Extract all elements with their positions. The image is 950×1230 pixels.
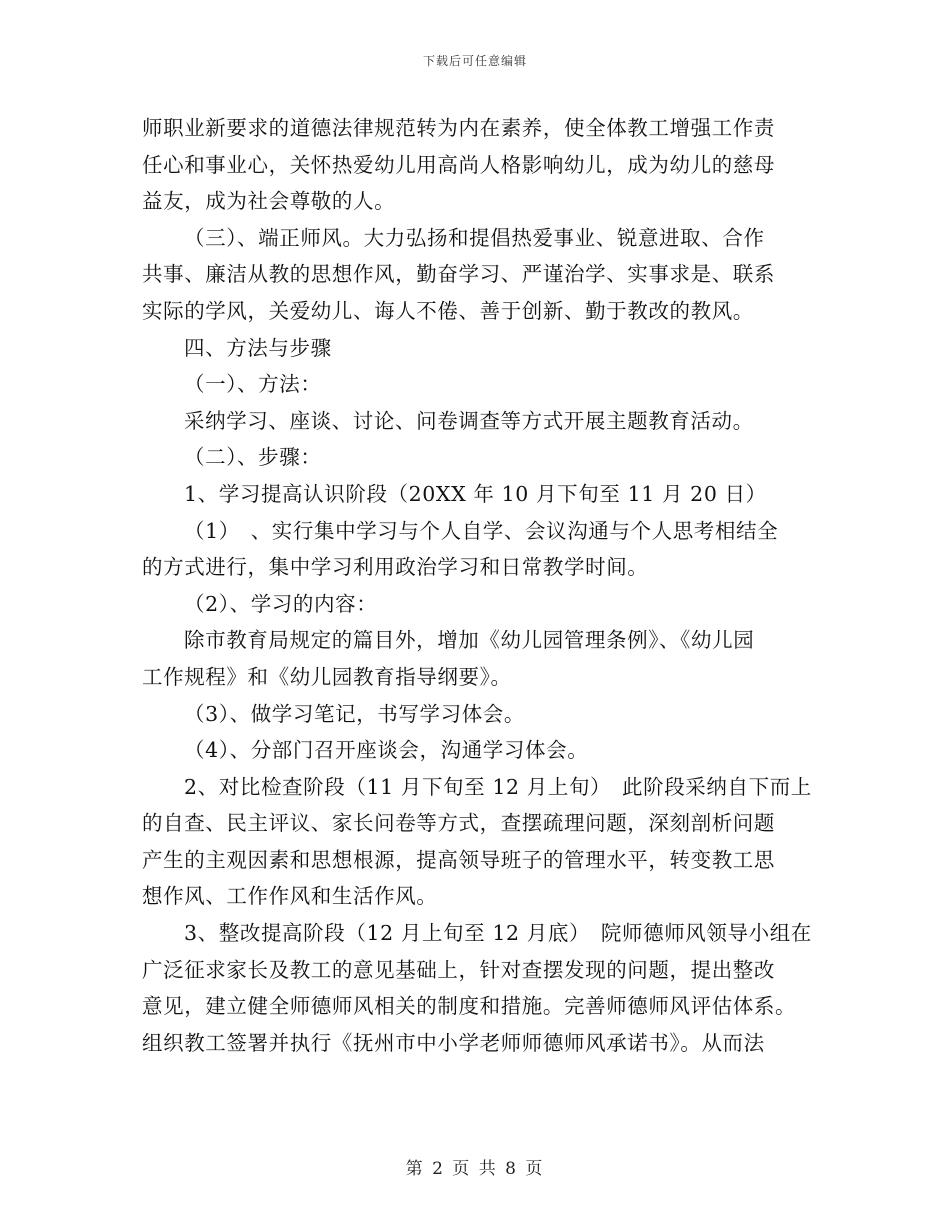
text-line: 共事、廉洁从教的思想作风，勤奋学习、严谨治学、实事求是、联系 (142, 262, 775, 287)
text-line: 师职业新要求的道德法律规范转为内在素养，使全体教工增强工作责 (142, 116, 775, 140)
text-line: 3、整改提高阶段（12 月上旬至 12 月底） 院师德师风领导小组在 (184, 921, 812, 946)
text-line: 2、对比检查阶段（11 月下旬至 12 月上旬） 此阶段采纳自下而上 (184, 774, 812, 799)
document-body (142, 110, 814, 1061)
page-header: 下载后可任意编辑 (422, 54, 527, 68)
text-line: 的方式进行，集中学习利用政治学习和日常教学时间。 (142, 555, 649, 580)
text-line: （1） 、实行集中学习与个人自学、会议沟通与个人思考相结全 (184, 518, 779, 543)
text-line: 广泛征求家长及教工的意见基础上，针对查摆发现的问题，提出整改 (142, 957, 775, 982)
text-line: 意见，建立健全师德师风相关的制度和措施。完善师德师风评估体系。 (142, 994, 797, 1019)
text-line: 采纳学习、座谈、讨论、问卷调查等方式开展主题教育活动。 (184, 408, 754, 433)
text-line: 除市教育局规定的篇目外，增加《幼儿园管理条例》、《幼儿园 (184, 628, 755, 653)
page-footer: 第 2 页 共 8 页 (405, 1159, 545, 1179)
text-line: 的自查、民主评议、家长问卷等方式，查摆疏理问题，深刻剖析问题 (142, 811, 775, 836)
text-line: 1、学习提高认识阶段（20XX 年 10 月下旬至 11 月 20 日） (184, 481, 767, 506)
text-line: （4）、分部门召开座谈会，沟通学习体会。 (184, 738, 589, 763)
subsection-heading: （一）、方法： (184, 372, 322, 397)
text-line: 实际的学风，关爱幼儿、诲人不倦、善于创新、勤于教改的教风。 (142, 298, 754, 323)
text-line: 产生的主观因素和思想根源，提高领导班子的管理水平，转变教工思 (142, 847, 775, 872)
text-line: 想作风、工作作风和生活作风。 (142, 884, 438, 909)
section-heading: 四、方法与步骤 (184, 335, 332, 360)
subsection-heading: （二）、步骤： (184, 445, 322, 470)
text-line: （3）、做学习笔记，书写学习体会。 (184, 701, 525, 726)
text-line: （2）、学习的内容： (184, 591, 378, 616)
text-line: （三）、端正师风。大力弘扬和提倡热爱事业、锐意进取、合作 (184, 225, 765, 250)
text-line: 益友，成为社会尊敬的人。 (142, 189, 396, 214)
text-line: 工作规程》和《幼儿园教育指导纲要》。 (142, 664, 512, 689)
text-line: 任心和事业心，关怀热爱幼儿用高尚人格影响幼儿，成为幼儿的慈母 (142, 152, 775, 177)
text-line: 组织教工签署并执行《抚州市中小学老师师德师风承诺书》。从而法 (142, 1030, 765, 1055)
